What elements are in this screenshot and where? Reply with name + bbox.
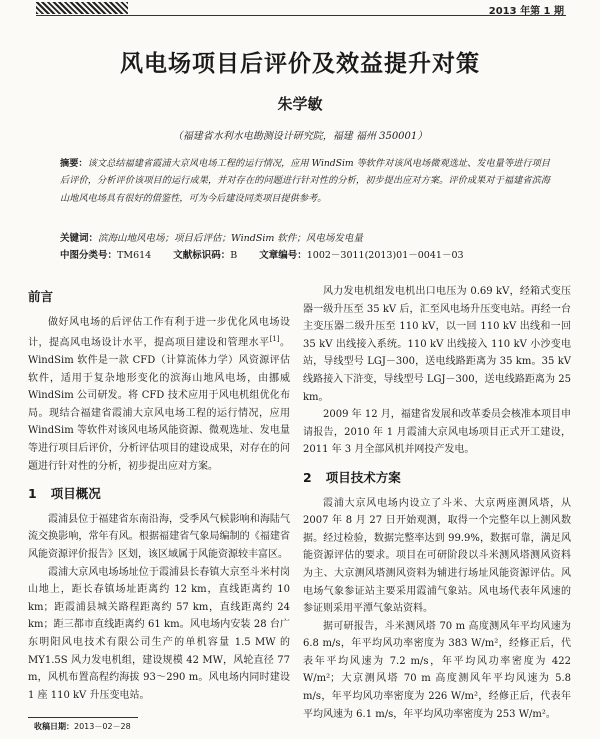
section-1-paragraph-2: 霞浦大京风电场场址位于霞浦县长春镇大京至斗米村岗山地上，距长春镇场址距离约 12 km，直线距离约 10 km；距霞浦县城关路程距离约 57 km，直线距离约 24 km；距三都市直线距离约 61 km。风电场内安装 28 台广东明阳风电技术有限公司生产的单机容量 1.5 MW 的 MY1.5S 风力发电机组，建设规模 42 MW，风轮直径 77 m，风机布置高程约海拔 93～290 m。风电场内同时建设 1 座 110 kV 升压变电站。	[28, 566, 290, 701]
received-date-value: 2013－02－28	[74, 722, 131, 731]
section-1-number: 1	[28, 486, 37, 502]
issue-label: 2013 年第 1 期	[488, 6, 564, 17]
doc-code-label: 文献标识码：	[173, 250, 231, 261]
preface-text: 做好风电场的后评估工作有利于进一步优化风电场设计，提高风电场设计水平，提高项目建设和管理水平	[28, 316, 290, 349]
author-affiliation: （福建省水利水电勘测设计研究院，福建 福州 350001）	[172, 131, 428, 142]
article-id-label: 文章编号：	[259, 250, 307, 261]
abstract-label: 摘要：	[60, 158, 88, 169]
right-column	[303, 283, 571, 723]
clc-value: TM614	[117, 250, 152, 261]
section-2-number: 2	[303, 469, 312, 485]
preface-text-continued: 。WindSim 软件是一款 CFD（计算流体力学）风资源评估软件，适用于复杂地形变化的滨海山地风电场，由挪威 WindSim 公司研发。将 CFD 技术应用于风电机组优化布局。现结合福建省霞浦大京风电场工程的运行情况，应用 WindSim 等软件对该风电场风能资源、微观选址、发电量等进行项目后评价，分析评估项目的建设成果，对存在的问题进行针对性的分析，初步提出应对方案。	[28, 337, 291, 472]
received-date-footnote	[34, 721, 131, 732]
article-title: 风电场项目后评价及效益提升对策	[120, 51, 480, 77]
keywords-label: 关键词：	[60, 233, 99, 244]
header-decoration	[36, 2, 128, 14]
classification-info	[60, 249, 560, 263]
article-id-value: 1002－3011(2013)01－0041－03	[306, 250, 464, 261]
right-paragraph-2: 2009 年 12 月，福建省发展和改革委员会核准本项目申请报告，2010 年 1 月霞浦大京风电场项目正式开工建设，2011 年 3 月全部风机并网投产发电。	[303, 409, 571, 456]
preface-heading: 前言	[28, 289, 54, 304]
section-1-paragraph-1: 霞浦县位于福建省东南沿海，受季风气候影响和海陆气流交换影响，常年有风。根据福建省气象局编制的《福建省风能资源评价报告》区划，该区域属于风能资源较丰富区。	[28, 513, 290, 561]
right-paragraph-1: 风力发电机组发电机出口电压为 0.69 kV，经箱式变压器一级升压至 35 kV 后，汇至风电场升压变电站。再经一台主变压器二级升压至 110 kV，以一回 110 kV 出线和一回 35 kV 出线接入系统。110 kV 出线接入 110 kV 小沙变电站，导线型号 LGJ－300，送电线路距离为 35 km。35 kV 线路接入下浒变，导线型号 LGJ－300，送电线路距离为 25 km。	[303, 286, 571, 403]
section-2-heading	[303, 469, 571, 487]
clc-label: 中图分类号：	[60, 250, 118, 261]
header-rule	[36, 15, 566, 16]
abstract	[60, 155, 550, 207]
keywords	[60, 231, 550, 247]
keywords-text: 滨海山地风电场；项目后评估；WindSim 软件；风电场发电量	[98, 233, 363, 244]
received-date-label: 收稿日期：	[34, 722, 74, 731]
footnote-rule	[28, 717, 138, 718]
section-2-paragraph-2: 据可研报告，斗米测风塔 70 m 高度测风年平均风速为 6.8 m/s，年平均风功率密度为 383 W/m²，经修正后，代表年平均风速为 7.2 m/s，年平均风功率密度为 422 W/m²；大京测风塔 70 m 高度测风年平均风速为 5.8 m/s，年平均风功率密度为 226 W/m²，经修正后，代表年平均风速为 6.1 m/s，年平均风功率密度为 253 W/m²。	[303, 620, 571, 720]
preface-citation: [1]	[269, 335, 280, 344]
section-2-title: 项目技术方案	[325, 469, 401, 485]
author-name: 朱学敏	[277, 95, 323, 113]
abstract-text: 该文总结福建省霞浦大京风电场工程的运行情况，应用 WindSim 等软件对该风电场微观选址、发电量等进行项目后评价，分析评价该项目的运行成果，并对存在的问题进行针对性的分析，初步提出应对方案。评价成果对于福建省滨海山地风电场具有很好的借鉴性，可为今后建设同类项目提供参考。	[60, 158, 550, 204]
section-1-heading	[28, 485, 290, 503]
doc-code-value: B	[230, 250, 238, 261]
preface-paragraph	[28, 314, 290, 476]
left-column	[28, 288, 290, 704]
section-2-paragraph-1: 霞浦大京风电场内设立了斗米、大京两座测风塔，从 2007 年 8 月 27 日开始观测，取得一个完整年以上测风数据。经过检验，数据完整率达到 99.9%，数据可靠，满足风能资源评估的要求。项目在可研阶段以斗米测风塔测风资料为主、大京测风塔测风资料为辅进行场址风能资源评估。风电场气象参证站主要采用霞浦气象站。风电场代表年风速的参证则采用平潭气象站资料。	[303, 497, 571, 615]
journal-header	[0, 0, 600, 16]
section-1-title: 项目概况	[50, 486, 101, 502]
